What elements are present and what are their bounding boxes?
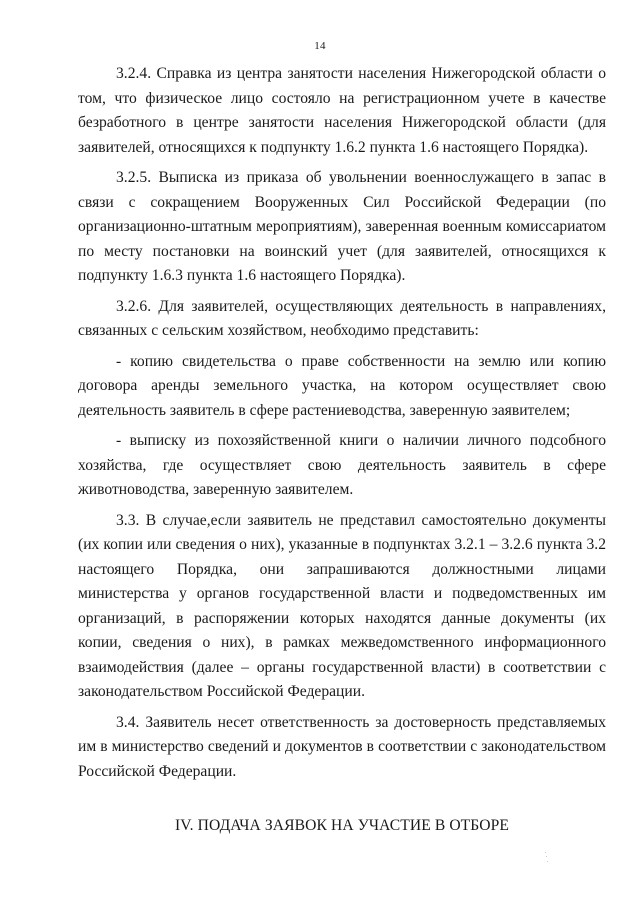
paragraph-3-3: 3.3. В случае,если заявитель не представил самостоятельно документы (их копии или сведения о них), указанные в подпунктах 3.2.1 – 3.2.6 пункта 3.2 настоящего Порядка, они запрашиваются должностными лицами министерства у органов государственной власти и подведомственных им организаций, в распоряжении которых находятся данные документы (их копии, сведения о них), в рамках межведомственного информационного взаимодействия (далее – органы государственной власти) в соответствии с законодательством Российской Федерации. xyxy=(78,511,606,700)
list-item-household-extract: - выписку из похозяйственной книги о наличии личного подсобного хозяйства, где осуществляет свою деятельность заявитель в сфере животноводства, заверенную заявителем. xyxy=(78,432,606,498)
scan-speck xyxy=(547,861,548,862)
paragraph-3-2-5: 3.2.5. Выписка из приказа об увольнении военнослужащего в запас в связи с сокращением Вооруженных Сил Российской Федерации (по организационно-штатным мероприятиям), заверенная военным комиссариатом по месту постановки на воинский учет (для заявителей, относящихся к подпункту 1.6.3 пункта 1.6 настоящего Порядка). xyxy=(78,169,606,284)
paragraph-3-4: 3.4. Заявитель несет ответственность за достоверность представляемых им в министерство сведений и документов в соответствии с законодательством Российской Федерации. xyxy=(78,713,606,780)
scan-speck xyxy=(545,852,546,853)
paragraph-3-2-6: 3.2.6. Для заявителей, осуществляющих деятельность в направлениях, связанных с сельским хозяйством, необходимо представить: xyxy=(78,297,606,339)
paragraph-3-2-4: 3.2.4. Справка из центра занятости населения Нижегородской области о том, что физическое лицо состояло на регистрационном учете в качестве безработного в центре занятости населения Нижегородской области (для заявителей, относящихся к подпункту 1.6.2 пункта 1.6 настоящего Порядка). xyxy=(78,65,606,156)
page-number: 14 xyxy=(314,40,326,52)
list-item-land-document: - копию свидетельства о праве собственности на землю или копию договора аренды земельного участка, на котором осуществляет свою деятельность заявитель в сфере растениеводства, заверенную заявителем; xyxy=(78,352,606,419)
section-heading: IV. ПОДАЧА ЗАЯВОК НА УЧАСТИЕ В ОТБОРЕ xyxy=(174,817,510,834)
document-body xyxy=(78,62,606,839)
scan-speck xyxy=(546,856,547,857)
